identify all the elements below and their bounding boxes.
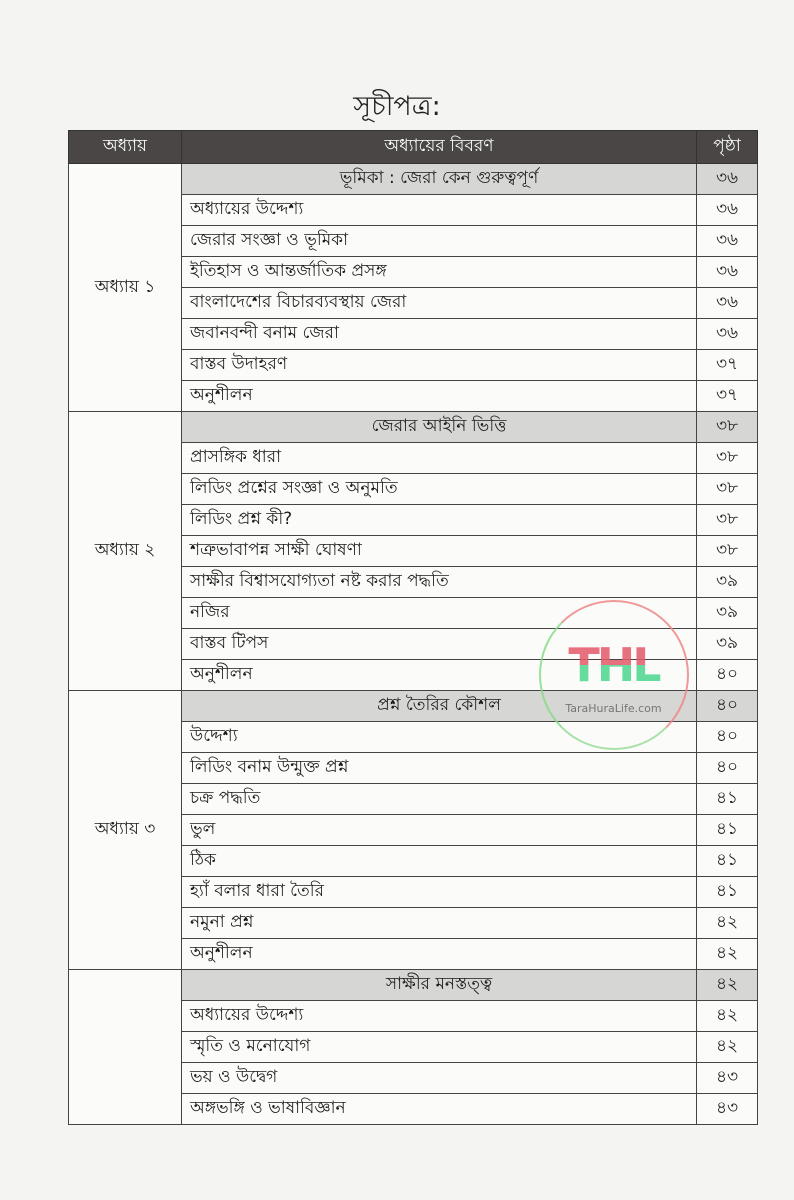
section-page: ৪০ xyxy=(697,691,758,722)
item-title: চক্র পদ্ধতি xyxy=(182,784,697,815)
item-title: অধ্যায়ের উদ্দেশ্য xyxy=(182,195,697,226)
watermark-logo: THL xyxy=(541,638,687,692)
item-page: ৪১ xyxy=(697,877,758,908)
item-title: অনুশীলন xyxy=(182,660,697,691)
item-title: হ্যাঁ বলার ধারা তৈরি xyxy=(182,877,697,908)
item-title: বাংলাদেশের বিচারব্যবস্থায় জেরা xyxy=(182,288,697,319)
section-page: ৪২ xyxy=(697,970,758,1001)
item-page: ৩৬ xyxy=(697,195,758,226)
section-title: জেরার আইনি ভিত্তি xyxy=(182,412,697,443)
section-title: সাক্ষীর মনস্তত্ত্ব xyxy=(182,970,697,1001)
section-row xyxy=(69,412,758,443)
section-title: প্রশ্ন তৈরির কৌশল xyxy=(182,691,697,722)
header-chapter: অধ্যায় xyxy=(69,131,182,164)
item-page: ৩৬ xyxy=(697,226,758,257)
item-page: ৩৭ xyxy=(697,381,758,412)
header-description: অধ্যায়ের বিবরণ xyxy=(182,131,697,164)
item-page: ৪০ xyxy=(697,660,758,691)
watermark xyxy=(539,600,689,750)
chapter-label: অধ্যায় ২ xyxy=(69,412,182,691)
chapter-label: অধ্যায় ১ xyxy=(69,164,182,412)
item-title: প্রাসঙ্গিক ধারা xyxy=(182,443,697,474)
header-page: পৃষ্ঠা xyxy=(697,131,758,164)
item-title: ঠিক xyxy=(182,846,697,877)
item-page: ৩৮ xyxy=(697,536,758,567)
table-header xyxy=(69,131,758,164)
item-page: ৩৬ xyxy=(697,257,758,288)
item-title: শত্রুভাবাপন্ন সাক্ষী ঘোষণা xyxy=(182,536,697,567)
item-title: সাক্ষীর বিশ্বাসযোগ্যতা নষ্ট করার পদ্ধতি xyxy=(182,567,697,598)
page-title: সূচীপত্র: xyxy=(353,91,441,122)
item-title: ভয় ও উদ্বেগ xyxy=(182,1063,697,1094)
section-page: ৩৮ xyxy=(697,412,758,443)
item-title: উদ্দেশ্য xyxy=(182,722,697,753)
item-title: লিডিং বনাম উন্মুক্ত প্রশ্ন xyxy=(182,753,697,784)
section-title: ভূমিকা : জেরা কেন গুরুত্বপূর্ণ xyxy=(182,164,697,195)
watermark-url: TaraHuraLife.com xyxy=(565,701,662,715)
item-page: ৩৮ xyxy=(697,505,758,536)
item-title: জেরার সংজ্ঞা ও ভূমিকা xyxy=(182,226,697,257)
item-page: ৪২ xyxy=(697,1032,758,1063)
item-title: নমুনা প্রশ্ন xyxy=(182,908,697,939)
section-row xyxy=(69,164,758,195)
item-title: ইতিহাস ও আন্তর্জাতিক প্রসঙ্গ xyxy=(182,257,697,288)
item-title: জবানবন্দী বনাম জেরা xyxy=(182,319,697,350)
chapter-label xyxy=(69,970,182,1125)
item-title: অঙ্গভঙ্গি ও ভাষাবিজ্ঞান xyxy=(182,1094,697,1125)
item-title: অনুশীলন xyxy=(182,381,697,412)
item-page: ৪০ xyxy=(697,722,758,753)
item-title: স্মৃতি ও মনোযোগ xyxy=(182,1032,697,1063)
item-page: ৪১ xyxy=(697,815,758,846)
item-page: ৪২ xyxy=(697,1001,758,1032)
item-page: ৩৮ xyxy=(697,443,758,474)
item-page: ৩৮ xyxy=(697,474,758,505)
item-title: লিডিং প্রশ্ন কী? xyxy=(182,505,697,536)
item-title: নজির xyxy=(182,598,697,629)
item-page: ৪৩ xyxy=(697,1094,758,1125)
item-page: ৩৯ xyxy=(697,567,758,598)
item-title: লিডিং প্রশ্নের সংজ্ঞা ও অনুমতি xyxy=(182,474,697,505)
item-title: বাস্তব টিপস xyxy=(182,629,697,660)
item-title: অনুশীলন xyxy=(182,939,697,970)
item-page: ৩৯ xyxy=(697,629,758,660)
chapter-label: অধ্যায় ৩ xyxy=(69,691,182,970)
item-title: ভুল xyxy=(182,815,697,846)
item-page: ৩৬ xyxy=(697,288,758,319)
item-page: ৪১ xyxy=(697,846,758,877)
section-row xyxy=(69,970,758,1001)
item-page: ৩৭ xyxy=(697,350,758,381)
item-page: ৪০ xyxy=(697,753,758,784)
section-page: ৩৬ xyxy=(697,164,758,195)
item-page: ৩৯ xyxy=(697,598,758,629)
item-page: ৪৩ xyxy=(697,1063,758,1094)
item-page: ৪১ xyxy=(697,784,758,815)
item-page: ৪২ xyxy=(697,939,758,970)
item-page: ৪২ xyxy=(697,908,758,939)
item-title: বাস্তব উদাহরণ xyxy=(182,350,697,381)
item-page: ৩৬ xyxy=(697,319,758,350)
item-title: অধ্যায়ের উদ্দেশ্য xyxy=(182,1001,697,1032)
